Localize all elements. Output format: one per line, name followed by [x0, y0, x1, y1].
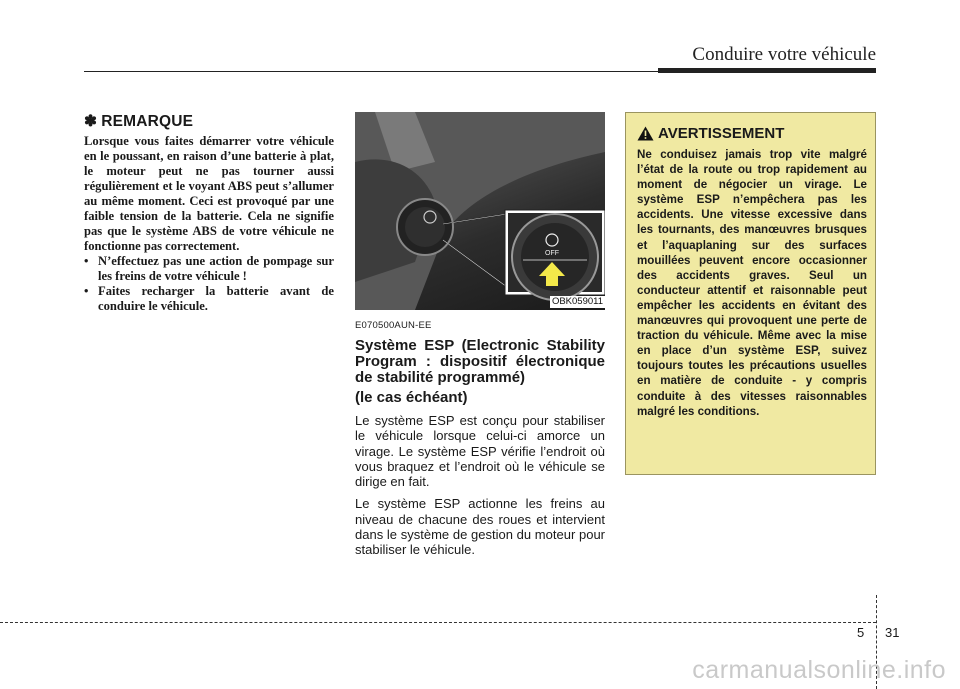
warning-heading	[637, 125, 867, 142]
bullet-icon: •	[84, 284, 89, 298]
remark-body: Lorsque vous faites démarrer votre véhicule en le poussant, en raison d’une batterie à plat, le moteur peut ne pas tourner aussi régulièrement et le voyant ABS peut s’allumer au même moment. Ceci est provoqué par une faible tension de la batterie. Cela ne signifie pas que le système ABS de votre véhicule ne fonctionne pas correctement.	[84, 134, 334, 253]
star-icon: ✽	[84, 113, 98, 130]
esp-column	[355, 112, 605, 558]
footer-rule	[0, 622, 876, 623]
esp-button-photo	[355, 112, 605, 310]
remark-bullets	[84, 254, 334, 314]
section-subtitle: (le cas échéant)	[355, 389, 468, 406]
paragraph: Le système ESP actionne les freins au niveau de chacune des roues et intervient dans le système de gestion du moteur pour stabiliser le véhicule.	[355, 496, 605, 558]
watermark: carmanualsonline.info	[692, 656, 946, 684]
chapter-number: 5	[857, 625, 865, 640]
remark-column	[84, 112, 334, 314]
page-number: 31	[885, 625, 900, 640]
dashboard-illustration	[355, 112, 605, 310]
warning-text: Ne conduisez jamais trop vite malgré l’état de la route ou trop rapidement au moment de négocier un virage. Le système ESP n’empêchera pas les accidents. Une vitesse excessive dans les tournants, des manœuvres brusques et l’aquaplaning sur des surfaces mouillées peuvent encore occasionner des accidents graves. Seul un conducteur attentif et raisonnable peut empêcher les accidents en évitant des manœuvres qui provoquent une perte de traction du véhicule. Même avec la mise en place d’un système ESP, suivez toujours toutes les précautions usuelles en matière de conduite - y compris conduite à des vitesses raisonnables malgré les conditions.	[637, 148, 867, 418]
warning-title: AVERTISSEMENT	[658, 125, 785, 142]
remark-title: REMARQUE	[101, 113, 194, 130]
off-text: OFF	[545, 250, 559, 257]
header-rule-accent	[658, 68, 876, 73]
remark-heading	[84, 112, 334, 131]
chapter-title: Conduire votre véhicule	[692, 44, 876, 65]
list-item: • N’effectuez pas une action de pompage sur les freins de votre véhicule !	[84, 254, 334, 283]
section-title: Système ESP (Electronic Stability Program : dispositif électronique de stabilité programmé)	[355, 337, 605, 386]
header-rule	[84, 71, 662, 72]
paragraph: Le système ESP est conçu pour stabiliser le véhicule lorsque celui-ci amorce un virage. Le système ESP vérifie l’endroit où vous braquez et l’endroit où le véhicule se dirige en fait.	[355, 413, 605, 490]
section-code: E070500AUN-EE	[355, 320, 432, 331]
bullet-icon: •	[84, 254, 89, 268]
list-item: • Faites recharger la batterie avant de conduire le véhicule.	[84, 284, 334, 313]
warning-triangle-icon	[637, 126, 654, 141]
warning-box	[625, 112, 876, 475]
figure-label: OBK059011	[551, 296, 603, 307]
